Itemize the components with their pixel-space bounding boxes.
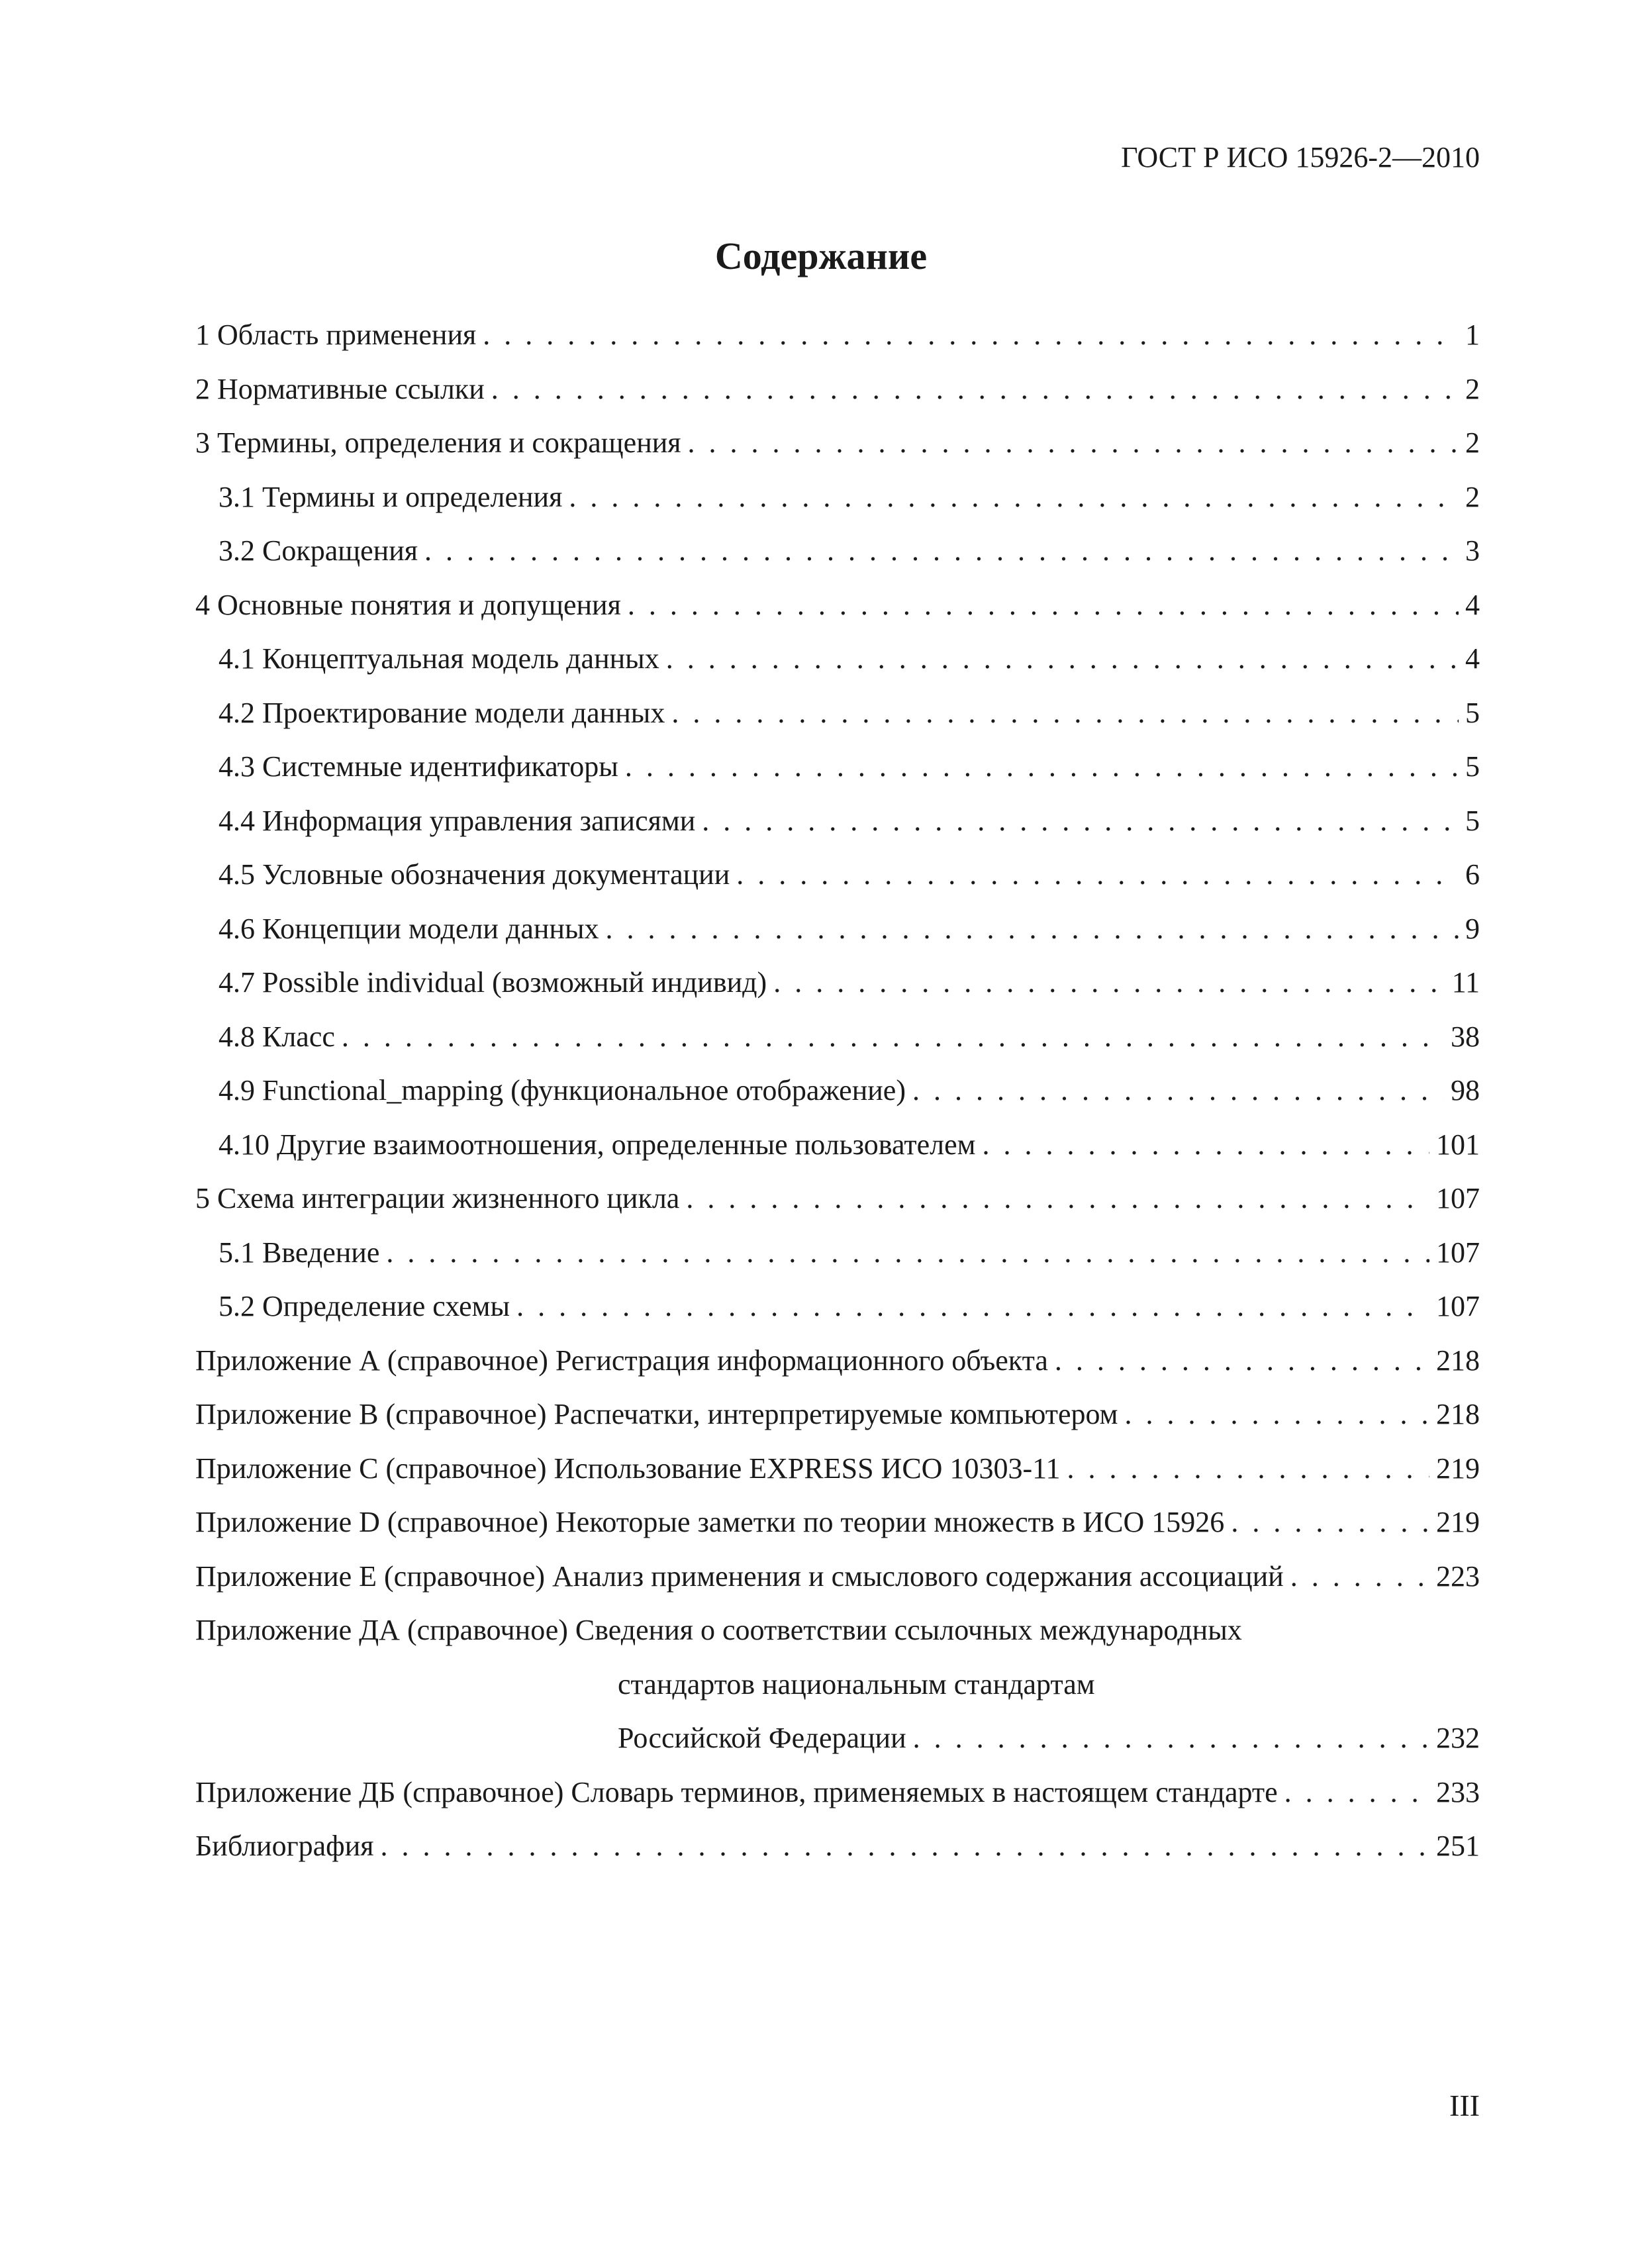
toc-entry-label: 4.9 Functional_mapping (функциональное отображение) — [218, 1074, 906, 1107]
toc-entry-page: 98 — [1451, 1074, 1480, 1107]
toc-entry-page: 9 — [1465, 912, 1480, 945]
dot-leader — [606, 909, 1459, 949]
page-number: III — [1449, 2089, 1480, 2122]
toc-entry-page: 219 — [1436, 1506, 1480, 1538]
toc-entry-page: 107 — [1436, 1290, 1480, 1322]
toc-entry-page: 5 — [1465, 804, 1480, 837]
toc-entry-5[interactable] — [195, 1179, 1480, 1233]
dot-leader — [1290, 1557, 1429, 1597]
toc-entry-4-1[interactable] — [195, 639, 1480, 693]
toc-entry-label: 5.1 Введение — [218, 1236, 380, 1269]
dot-leader — [424, 531, 1459, 571]
toc-entry-4-10[interactable] — [195, 1125, 1480, 1179]
toc-entry-5-2[interactable] — [195, 1287, 1480, 1341]
toc-entry-label: Приложение ДА (справочное) Сведения о соответствии ссылочных международных — [195, 1614, 1242, 1646]
toc-entry-label: 1 Область применения — [195, 319, 477, 351]
document-designation: ГОСТ Р ИСО 15926-2—2010 — [1121, 141, 1480, 173]
dot-leader — [1125, 1395, 1430, 1434]
toc-entry-3-2[interactable] — [195, 531, 1480, 585]
toc-entry-page: 219 — [1436, 1452, 1480, 1485]
toc-entry-page: 232 — [1436, 1722, 1480, 1754]
table-of-contents — [195, 315, 1480, 1881]
toc-entry-4-8[interactable] — [195, 1017, 1480, 1071]
dot-leader — [702, 801, 1459, 841]
toc-entry-annex-e[interactable] — [195, 1557, 1480, 1611]
toc-entry-page: 2 — [1465, 372, 1480, 405]
toc-entry-label: 2 Нормативные ссылки — [195, 372, 485, 405]
toc-entry-line — [195, 1665, 1480, 1719]
toc-entry-4-9[interactable] — [195, 1071, 1480, 1125]
toc-entry-page: 4 — [1465, 588, 1480, 621]
toc-entry-annex-b[interactable] — [195, 1395, 1480, 1449]
toc-entry-page: 5 — [1465, 696, 1480, 729]
toc-entry-label: 3.1 Термины и определения — [218, 480, 563, 513]
toc-entry-label: Приложение E (справочное) Анализ применения и смыслового содержания ассоциаций — [195, 1559, 1284, 1593]
toc-entry-page: 223 — [1436, 1559, 1480, 1593]
toc-entry-annex-da[interactable] — [195, 1610, 1480, 1773]
toc-entry-page: 101 — [1436, 1128, 1480, 1161]
dot-leader — [491, 370, 1459, 409]
toc-entry-label: 4.8 Класс — [218, 1020, 335, 1053]
dot-leader — [628, 585, 1459, 625]
toc-entry-line — [195, 1718, 1480, 1773]
dot-leader — [625, 747, 1459, 787]
dot-leader — [1055, 1341, 1429, 1381]
toc-entry-label: Приложение С (справочное) Использование EXPRESS ИСО 10303-11 — [195, 1452, 1061, 1485]
dot-leader — [671, 693, 1459, 733]
dot-leader — [516, 1287, 1429, 1326]
toc-entry-annex-a[interactable] — [195, 1341, 1480, 1395]
dot-leader — [569, 477, 1459, 517]
toc-entry-page: 2 — [1465, 480, 1480, 513]
toc-entry-annex-db[interactable] — [195, 1773, 1480, 1827]
toc-entry-page: 6 — [1465, 858, 1480, 891]
toc-entry-4-5[interactable] — [195, 855, 1480, 909]
toc-entry-label: 3 Термины, определения и сокращения — [195, 426, 681, 459]
toc-entry-label: 4.3 Системные идентификаторы — [218, 750, 618, 783]
toc-entry-4-2[interactable] — [195, 693, 1480, 748]
toc-entry-3-1[interactable] — [195, 477, 1480, 532]
dot-leader — [380, 1826, 1429, 1866]
dot-leader — [688, 423, 1459, 463]
dot-leader — [386, 1233, 1429, 1273]
toc-entry-label: 3.2 Сокращения — [218, 534, 418, 567]
dot-leader — [666, 639, 1459, 679]
dot-leader — [736, 855, 1459, 895]
toc-entry-2[interactable] — [195, 370, 1480, 424]
toc-entry-page: 218 — [1436, 1398, 1480, 1430]
toc-entry-label: Приложение В (справочное) Распечатки, интерпретируемые компьютером — [195, 1398, 1118, 1430]
toc-title: Содержание — [714, 234, 928, 277]
toc-entry-page: 107 — [1436, 1182, 1480, 1214]
toc-entry-page: 5 — [1465, 750, 1480, 783]
toc-entry-page: 233 — [1436, 1775, 1480, 1808]
toc-entry-label: 4.6 Концепции модели данных — [218, 912, 599, 945]
toc-entry-label-continued: стандартов национальным стандартам — [618, 1667, 1095, 1701]
toc-entry-1[interactable] — [195, 315, 1480, 370]
dot-leader — [483, 315, 1459, 355]
toc-entry-label: 4.10 Другие взаимоотношения, определенные пользователем — [218, 1128, 976, 1161]
toc-entry-line — [195, 1610, 1480, 1665]
toc-entry-annex-c[interactable] — [195, 1449, 1480, 1503]
toc-entry-bibliography[interactable] — [195, 1826, 1480, 1881]
toc-entry-label: 4.2 Проектирование модели данных — [218, 696, 665, 729]
toc-entry-label: 4.7 Possible individual (возможный индивид) — [218, 966, 767, 999]
toc-entry-3[interactable] — [195, 423, 1480, 477]
dot-leader — [1067, 1449, 1429, 1489]
dot-leader — [686, 1179, 1429, 1218]
toc-entry-label: Приложение А (справочное) Регистрация информационного объекта — [195, 1344, 1048, 1377]
toc-entry-annex-d[interactable] — [195, 1503, 1480, 1557]
dot-leader — [342, 1017, 1444, 1057]
dot-leader — [1284, 1773, 1429, 1812]
toc-entry-page: 4 — [1465, 642, 1480, 675]
toc-entry-label: 4 Основные понятия и допущения — [195, 588, 621, 621]
toc-entry-page: 1 — [1465, 319, 1480, 351]
toc-entry-page: 2 — [1465, 426, 1480, 459]
toc-entry-4[interactable] — [195, 585, 1480, 640]
toc-entry-label: 4.5 Условные обозначения документации — [218, 858, 730, 891]
toc-entry-4-7[interactable] — [195, 963, 1480, 1017]
toc-entry-page: 38 — [1451, 1020, 1480, 1053]
toc-entry-label: 5.2 Определение схемы — [218, 1290, 510, 1322]
toc-entry-label: Приложение D (справочное) Некоторые заметки по теории множеств в ИСО 15926 — [195, 1506, 1225, 1538]
dot-leader — [982, 1125, 1429, 1165]
toc-entry-4-6[interactable] — [195, 909, 1480, 963]
toc-entry-page: 107 — [1436, 1236, 1480, 1269]
toc-entry-page: 3 — [1465, 534, 1480, 567]
toc-entry-label: Приложение ДБ (справочное) Словарь терминов, применяемых в настоящем стандарте — [195, 1775, 1278, 1808]
dot-leader — [912, 1071, 1444, 1110]
toc-entry-5-1[interactable] — [195, 1233, 1480, 1287]
toc-entry-page: 251 — [1436, 1830, 1480, 1862]
toc-entry-page: 11 — [1451, 966, 1480, 999]
dot-leader — [913, 1718, 1429, 1758]
dot-leader — [773, 963, 1445, 1003]
toc-entry-4-3[interactable] — [195, 747, 1480, 801]
dot-leader — [1231, 1503, 1429, 1542]
toc-entry-label: 4.4 Информация управления записями — [218, 804, 696, 837]
toc-entry-page: 218 — [1436, 1344, 1480, 1377]
toc-entry-label: 4.1 Концептуальная модель данных — [218, 642, 659, 675]
toc-entry-label-continued: Российской Федерации — [618, 1722, 906, 1754]
toc-entry-label: 5 Схема интеграции жизненного цикла — [195, 1182, 680, 1214]
toc-entry-4-4[interactable] — [195, 801, 1480, 856]
toc-entry-label: Библиография — [195, 1830, 374, 1862]
